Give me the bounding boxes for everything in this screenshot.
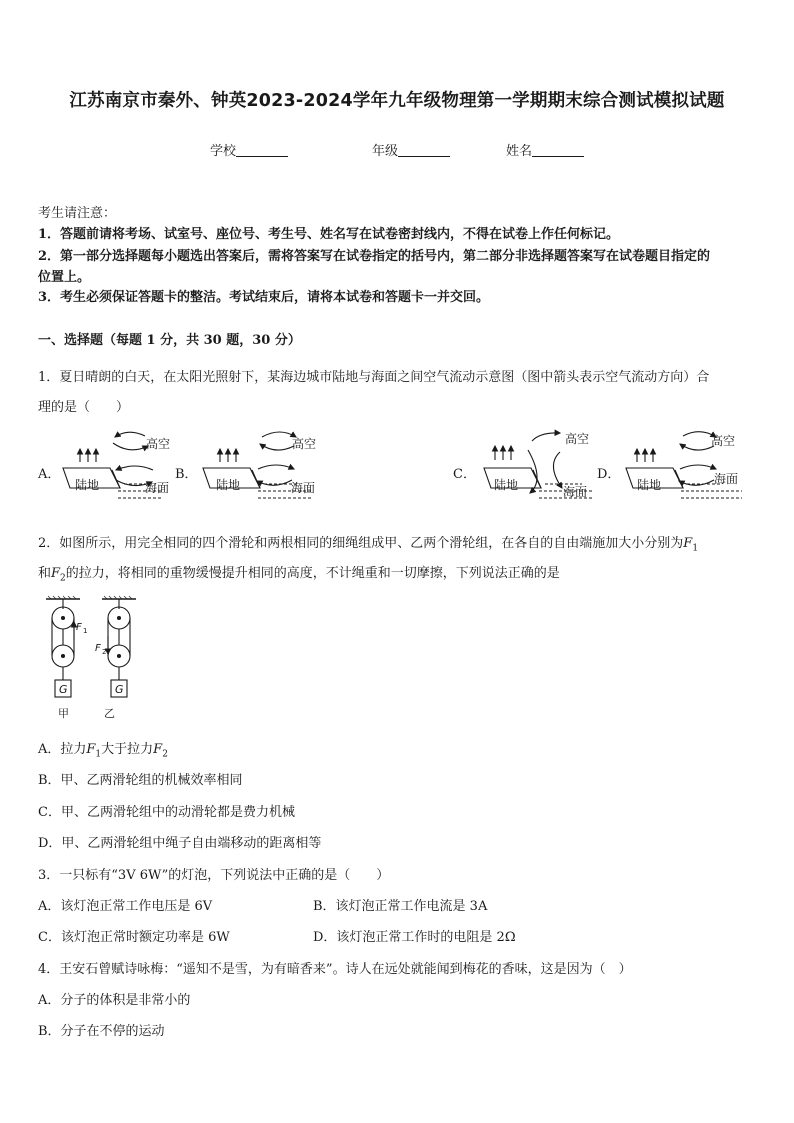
- q2-option-a-f2-sub: 2: [162, 749, 168, 760]
- page-title: 江苏南京市秦外、钟英2023-2024学年九年级物理第一学期期末综合测试模拟试题: [69, 91, 725, 111]
- q2-weight-right: G: [115, 683, 124, 696]
- section-heading: 一、选择题（每题 1 分，共 30 题，30 分）: [38, 333, 301, 348]
- q3-option-b[interactable]: B．该灯泡正常工作电流是 3A: [313, 899, 488, 914]
- notice-heading: 考生请注意：: [38, 206, 117, 221]
- q2-option-c[interactable]: C．甲、乙两滑轮组中的动滑轮都是费力机械: [38, 805, 295, 820]
- name-field: [506, 140, 584, 159]
- q3-option-d[interactable]: D．该灯泡正常工作时的电阻是 2Ω: [313, 930, 516, 945]
- q2-option-a-f1-sub: 1: [95, 749, 102, 760]
- q2-weight-left: G: [59, 683, 68, 696]
- q1-option-c-label[interactable]: C．: [453, 467, 476, 482]
- q1-c-sea-label: 海面: [563, 485, 588, 499]
- q2-force-left-sub: 1: [83, 627, 88, 635]
- q2-stem-line2: [38, 562, 560, 584]
- q2-stem-rest: 的拉力，将相同的重物缓慢提升相同的高度，不计绳重和一切摩擦，下列说法正确的是: [65, 566, 560, 581]
- q1-option-a-label[interactable]: A．: [38, 467, 61, 482]
- q2-f1-sub: 1: [692, 543, 699, 554]
- q3-option-c[interactable]: C．该灯泡正常时额定功率是 6W: [38, 930, 230, 945]
- q1-stem-line1: 1．夏日晴朗的白天，在太阳光照射下，某海边城市陆地与海面之间空气流动示意图（图中箭头表示空气流动方向）合: [38, 370, 710, 385]
- school-label: 学校: [210, 144, 237, 159]
- q2-force-right: F: [95, 643, 101, 654]
- notice-item-3: 3．考生必须保证答题卡的整洁。考试结束后，请将本试卷和答题卡一并交回。: [38, 290, 490, 305]
- q1-figure-c: [484, 433, 594, 498]
- q1-figure-b: [203, 432, 312, 498]
- q1-a-sea-label: 海面: [145, 481, 170, 495]
- q2-force-right-sub: 2: [102, 648, 107, 656]
- q2-f2-symbol: F: [51, 566, 61, 581]
- q2-option-b[interactable]: B．甲、乙两滑轮组的机械效率相同: [38, 773, 243, 788]
- notice-item-2-cont: 位置上。: [38, 270, 91, 285]
- q1-option-b-label[interactable]: B．: [175, 467, 198, 482]
- q4-option-b[interactable]: B．分子在不停的运动: [38, 1024, 165, 1039]
- notice-item-1: 1．答题前请将考场、试室号、座位号、考生号、姓名写在试卷密封线内，不得在试卷上作任何标记。: [38, 227, 620, 242]
- q2-option-d[interactable]: D．甲、乙两滑轮组中绳子自由端移动的距离相等: [38, 836, 322, 851]
- q1-a-land-label: 陆地: [75, 478, 100, 492]
- school-field: [210, 140, 288, 159]
- q2-force-left: F: [76, 622, 82, 633]
- grade-blank[interactable]: [398, 143, 450, 157]
- school-blank[interactable]: [236, 143, 288, 157]
- q3-option-a[interactable]: A．该灯泡正常工作电压是 6V: [38, 899, 213, 914]
- q1-b-sky-label: 高空: [292, 437, 317, 451]
- q1-d-land-label: 陆地: [637, 478, 662, 492]
- q1-d-sea-label: 海面: [714, 472, 739, 486]
- q2-label-yi: 乙: [104, 707, 115, 720]
- q3-stem: 3．一只标有“3V 6W”的灯泡，下列说法中正确的是（ ）: [38, 868, 390, 883]
- q2-stem-line1: [38, 532, 698, 554]
- q1-figure-a: [63, 432, 162, 498]
- q2-option-a-f2: F: [153, 742, 163, 757]
- q2-and-text: 和: [38, 566, 52, 581]
- q2-option-a[interactable]: [38, 738, 168, 760]
- q2-label-jia: 甲: [58, 707, 69, 720]
- name-blank[interactable]: [532, 143, 584, 157]
- q1-c-sky-label: 高空: [565, 432, 590, 446]
- q1-stem-line2: 理的是（ ）: [38, 400, 130, 415]
- q1-figure-d: [626, 432, 742, 498]
- name-label: 姓名: [506, 144, 533, 159]
- grade-label: 年级: [372, 144, 399, 159]
- q4-option-a[interactable]: A．分子的体积是非常小的: [38, 993, 191, 1008]
- q1-option-d-label[interactable]: D．: [597, 467, 621, 482]
- q1-b-land-label: 陆地: [216, 478, 241, 492]
- q2-stem-text: 2．如图所示，用完全相同的四个滑轮和两根相同的细绳组成甲、乙两个滑轮组，在各自的自由端施加大小分别为: [38, 536, 684, 551]
- notice-item-2: 2．第一部分选择题每小题选出答案后，需将答案写在试卷指定的括号内，第二部分非选择题答案写在试卷题目指定的: [38, 249, 711, 264]
- q2-f2-sub: 2: [60, 573, 66, 584]
- q1-a-sky-label: 高空: [146, 437, 171, 451]
- grade-field: [372, 140, 450, 159]
- q2-option-a-f1: F: [86, 742, 96, 757]
- q1-b-sea-label: 海面: [291, 481, 316, 495]
- q1-c-land-label: 陆地: [494, 478, 519, 492]
- q1-d-sky-label: 高空: [711, 434, 736, 448]
- q2-option-a-mid: 大于拉力: [101, 742, 154, 757]
- q2-option-a-pre: A．拉力: [38, 742, 87, 757]
- q2-f1-symbol: F: [683, 536, 693, 551]
- q2-pulley-figure: [46, 596, 136, 697]
- q4-stem: 4．王安石曾赋诗咏梅：“遥知不是雪，为有暗香来”。诗人在远处就能闻到梅花的香味，这是因为（ ）: [38, 962, 632, 977]
